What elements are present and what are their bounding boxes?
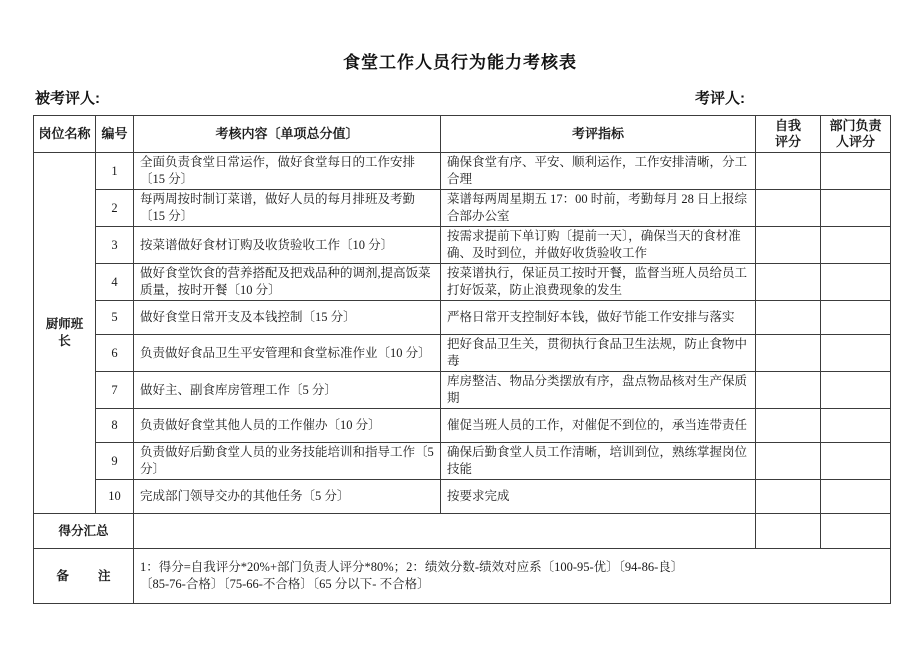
assessor-label: 考评人:	[695, 90, 745, 107]
summary-value-cell[interactable]	[134, 514, 756, 549]
col-header-indicator: 考评指标	[441, 116, 756, 153]
table-row	[34, 190, 891, 227]
row-number: 6	[96, 335, 134, 372]
summary-row	[34, 514, 891, 549]
row-number: 4	[96, 264, 134, 301]
table-row	[34, 372, 891, 409]
row-number: 7	[96, 372, 134, 409]
position-name-cell: 厨师班长	[34, 153, 96, 514]
row-content: 按菜谱做好食材订购及收货验收工作〔10 分〕	[134, 227, 441, 264]
row-indicator: 菜谱每两周星期五 17：00 时前，考勤每月 28 日上报综合部办公室	[441, 190, 756, 227]
dept-score-cell[interactable]	[821, 335, 891, 372]
table-row	[34, 227, 891, 264]
dept-score-cell[interactable]	[821, 190, 891, 227]
col-header-dept-score: 部门负责人评分	[821, 116, 891, 153]
assessment-table	[33, 115, 891, 604]
self-score-cell[interactable]	[756, 190, 821, 227]
assessee-label: 被考评人:	[35, 90, 100, 107]
row-content: 做好食堂饮食的营养搭配及把戏品种的调剂,提高饭菜质量，按时开餐〔10 分〕	[134, 264, 441, 301]
table-row	[34, 153, 891, 190]
table-row	[34, 409, 891, 443]
col-header-number: 编号	[96, 116, 134, 153]
row-number: 8	[96, 409, 134, 443]
row-indicator: 确保后勤食堂人员工作清晰，培训到位，熟练掌握岗位技能	[441, 443, 756, 480]
table-header-row	[34, 116, 891, 153]
row-number: 2	[96, 190, 134, 227]
summary-dept-score-cell[interactable]	[821, 514, 891, 549]
table-row	[34, 301, 891, 335]
row-number: 9	[96, 443, 134, 480]
self-score-cell[interactable]	[756, 301, 821, 335]
self-score-cell[interactable]	[756, 409, 821, 443]
dept-score-cell[interactable]	[821, 153, 891, 190]
dept-score-cell[interactable]	[821, 480, 891, 514]
row-indicator: 按需求提前下单订购〔提前一天〕，确保当天的食材准确、及时到位，并做好收货验收工作	[441, 227, 756, 264]
row-content: 做好食堂日常开支及本钱控制〔15 分〕	[134, 301, 441, 335]
remarks-line-1: 1：得分=自我评分*20%+部门负责人评分*80%；2：绩效分数-绩效对应系〔100-95-优〕〔94-86-良〕	[140, 560, 684, 574]
self-score-cell[interactable]	[756, 372, 821, 409]
row-content: 负责做好食品卫生平安管理和食堂标准作业〔10 分〕	[134, 335, 441, 372]
summary-self-score-cell[interactable]	[756, 514, 821, 549]
row-indicator: 催促当班人员的工作，对催促不到位的，承当连带责任	[441, 409, 756, 443]
dept-score-cell[interactable]	[821, 372, 891, 409]
col-header-content: 考核内容〔单项总分值〕	[134, 116, 441, 153]
dept-score-cell[interactable]	[821, 443, 891, 480]
row-content: 做好主、副食库房管理工作〔5 分〕	[134, 372, 441, 409]
page-title: 食堂工作人员行为能力考核表	[343, 53, 577, 72]
remarks-content	[134, 549, 891, 604]
row-content: 负责做好后勤食堂人员的业务技能培训和指导工作〔5 分〕	[134, 443, 441, 480]
self-score-cell[interactable]	[756, 335, 821, 372]
table-row	[34, 480, 891, 514]
self-score-cell[interactable]	[756, 443, 821, 480]
names-row	[0, 87, 920, 107]
row-number: 10	[96, 480, 134, 514]
row-number: 1	[96, 153, 134, 190]
remarks-row	[34, 549, 891, 604]
row-content: 每两周按时制订菜谱，做好人员的每月排班及考勤〔15 分〕	[134, 190, 441, 227]
row-indicator: 确保食堂有序、平安、顺利运作，工作安排清晰，分工合理	[441, 153, 756, 190]
self-score-cell[interactable]	[756, 227, 821, 264]
row-content: 负责做好食堂其他人员的工作催办〔10 分〕	[134, 409, 441, 443]
remarks-label: 备 注	[34, 549, 134, 604]
row-number: 3	[96, 227, 134, 264]
row-indicator: 按菜谱执行，保证员工按时开餐，监督当班人员给员工打好饭菜，防止浪费现象的发生	[441, 264, 756, 301]
self-score-cell[interactable]	[756, 264, 821, 301]
self-score-cell[interactable]	[756, 153, 821, 190]
dept-score-cell[interactable]	[821, 409, 891, 443]
dept-score-cell[interactable]	[821, 264, 891, 301]
self-score-cell[interactable]	[756, 480, 821, 514]
table-row	[34, 443, 891, 480]
col-header-self-score: 自我评分	[756, 116, 821, 153]
table-row	[34, 264, 891, 301]
row-indicator: 严格日常开支控制好本钱，做好节能工作安排与落实	[441, 301, 756, 335]
dept-score-cell[interactable]	[821, 301, 891, 335]
row-indicator: 按要求完成	[441, 480, 756, 514]
row-content: 全面负责食堂日常运作，做好食堂每日的工作安排〔15 分〕	[134, 153, 441, 190]
row-indicator: 把好食品卫生关，贯彻执行食品卫生法规，防止食物中毒	[441, 335, 756, 372]
remarks-line-2: 〔85-76-合格〕〔75-66-不合格〕〔65 分以下- 不合格〕	[140, 577, 430, 591]
dept-score-cell[interactable]	[821, 227, 891, 264]
row-indicator: 库房整洁、物品分类摆放有序，盘点物品核对生产保质期	[441, 372, 756, 409]
row-content: 完成部门领导交办的其他任务〔5 分〕	[134, 480, 441, 514]
row-number: 5	[96, 301, 134, 335]
table-row	[34, 335, 891, 372]
col-header-position: 岗位名称	[34, 116, 96, 153]
summary-label: 得分汇总	[34, 514, 134, 549]
